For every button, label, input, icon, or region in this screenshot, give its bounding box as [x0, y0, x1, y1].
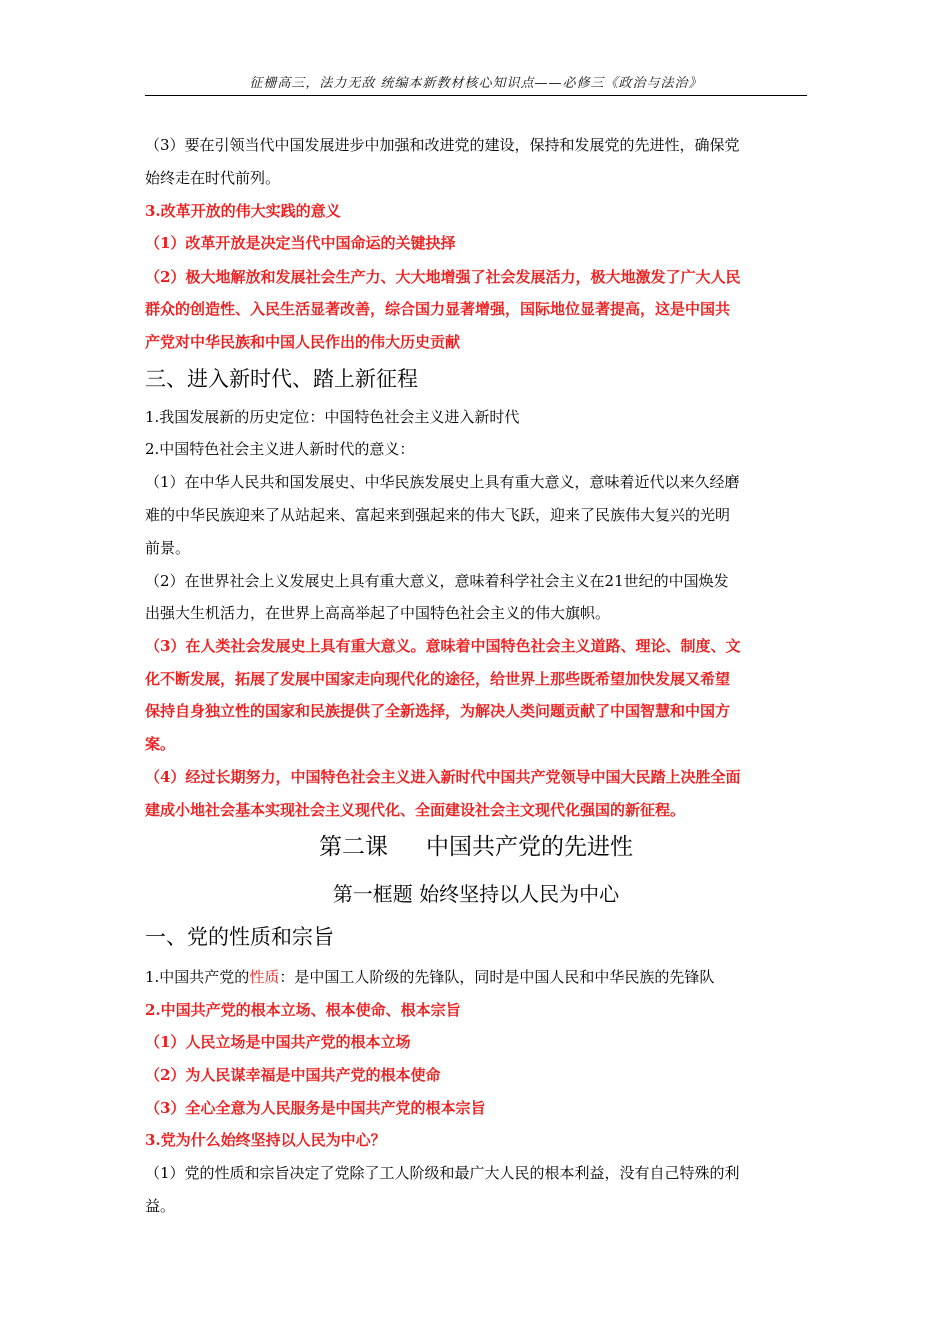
red-list-item: （1）人民立场是中国共产党的根本立场	[145, 1033, 411, 1051]
red-list-item-cont: 产党对中华民族和中国人民作出的伟大历史贡献	[145, 333, 461, 351]
paragraph-line: 2.中国特色社会主义进人新时代的意义：	[145, 440, 415, 458]
paragraph-line: 前景。	[145, 539, 191, 557]
page-header: 征栅高三，法力无敌 统编本新教材核心知识点——必修三《政治与法治》	[249, 76, 703, 91]
paragraph-line: 1.我国发展新的历史定位：中国特色社会主义进入新时代	[145, 408, 520, 426]
paragraph-line: 难的中华民族迎来了从站起来、富起来到强起来的伟大飞跃，迎来了民族伟大复兴的光明	[145, 506, 731, 524]
text-run: 1.中国共产党的	[145, 968, 250, 986]
section-heading-three: 三、进入新时代、踏上新征程	[145, 367, 418, 391]
text-run: ：是中国工人阶级的先锋队，同时是中国人民和中华民族的先锋队	[279, 968, 715, 986]
paragraph-line: （2）在世界社会上义发展史上具有重大意义，意味着科学社会主义在21世纪的中国焕发	[145, 572, 729, 590]
section-title: 第一框题 始终坚持以人民为中心	[332, 882, 620, 906]
red-list-item-cont: 保持自身独立性的国家和民族提供了全新选择，为解决人类问题贡献了中国智慧和中国方	[145, 702, 731, 720]
red-list-item: （2）极大地解放和发展社会生产力、大大地增强了社会发展活力，极大地激发了广大人民	[145, 268, 741, 286]
red-heading: 3.改革开放的伟大实践的意义	[145, 202, 341, 220]
lesson-title	[145, 832, 807, 862]
paragraph-line: 出强大生机活力，在世界上高高举起了中国特色社会主义的伟大旗帜。	[145, 604, 611, 622]
highlighted-term: 性质	[249, 968, 280, 986]
red-list-item-cont: 案。	[145, 735, 176, 753]
paragraph-line: 益。	[145, 1197, 176, 1215]
red-list-item-cont: 化不断发展，拓展了发展中国家走向现代化的途径，给世界上那些既希望加快发展又希望	[145, 670, 731, 688]
paragraph-line	[145, 966, 815, 988]
red-list-item-cont: 群众的创造性、入民生活显著改善，综合国力显著增强，国际地位显著提高，这是中国共	[145, 300, 731, 318]
red-list-item: （3）在人类社会发展史上具有重大意义。意味着中国特色社会主义道路、理论、制度、文	[145, 637, 741, 655]
paragraph-line: （1）党的性质和宗旨决定了党除了工人阶级和最广大人民的根本利益，没有自己特殊的利	[145, 1164, 740, 1182]
lesson-name: 中国共产党的先进性	[426, 834, 633, 860]
paragraph-line: （1）在中华人民共和国发展史、中华民族发展史上具有重大意义，意味着近代以来久经磨	[145, 473, 740, 491]
paragraph-line: （3）要在引领当代中国发展进步中加强和改进党的建设，保持和发展党的先进性，确保党	[145, 136, 740, 154]
red-list-item: （1）改革开放是决定当代中国命运的关键抉择	[145, 234, 456, 252]
paragraph-line: 始终走在时代前列。	[145, 169, 281, 187]
red-heading: 3.党为什么始终坚持以人民为中心？	[145, 1131, 386, 1149]
red-list-item-cont: 建成小地社会基本实现社会主义现代化、全面建设社会主文现代化强国的新征程。	[145, 801, 686, 819]
red-list-item: （2）为人民谋幸福是中国共产党的根本使命	[145, 1066, 441, 1084]
header-divider	[145, 95, 807, 96]
section-heading-one: 一、党的性质和宗旨	[145, 925, 334, 949]
red-heading: 2.中国共产党的根本立场、根本使命、根本宗旨	[145, 1001, 461, 1019]
red-list-item: （4）经过长期努力，中国特色社会主义进入新时代中国共产党领导中国大民踏上决胜全面	[145, 768, 741, 786]
red-list-item: （3）全心全意为人民服务是中国共产党的根本宗旨	[145, 1099, 486, 1117]
lesson-number: 第二课	[319, 834, 388, 860]
